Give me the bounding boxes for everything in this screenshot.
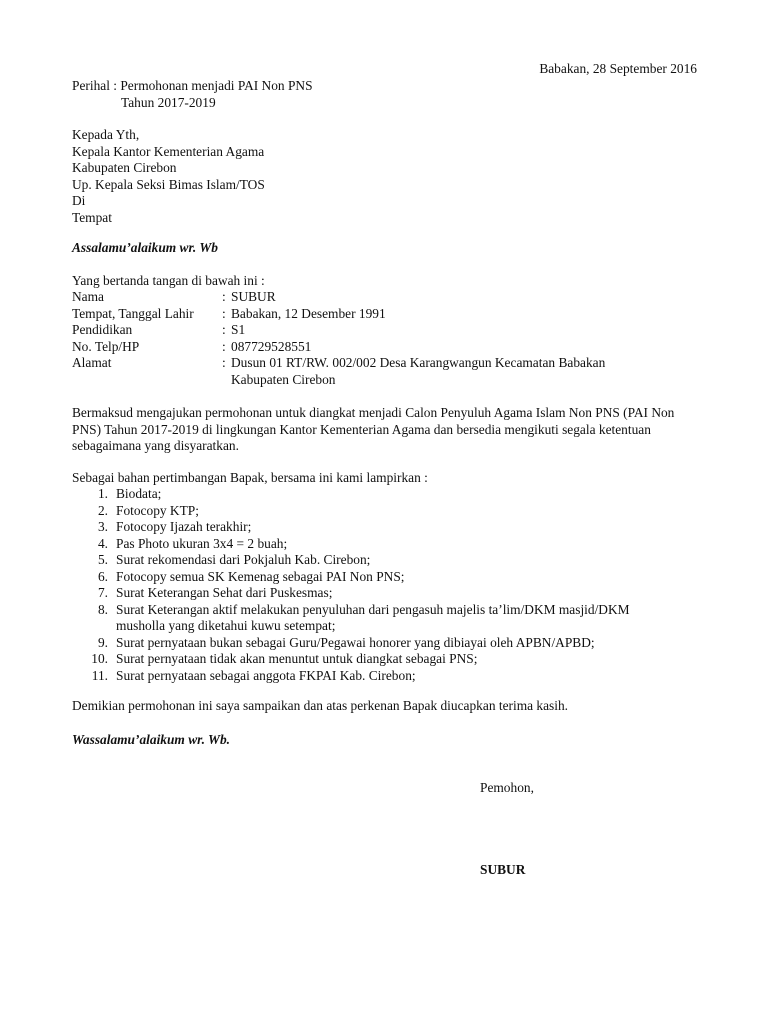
- list-number: 9.: [97, 634, 108, 650]
- list-text: Biodata;: [116, 486, 162, 501]
- recipient-block: [72, 127, 265, 226]
- identity-value: S1: [231, 322, 246, 337]
- list-text: Surat pernyataan bukan sebagai Guru/Pegawai honorer yang dibiayai oleh APBN/APBD;: [116, 634, 595, 650]
- list-number: 10.: [91, 651, 108, 666]
- closing-text: Demikian permohonan ini saya sampaikan dan atas perkenan Bapak diucapkan terima kasih.: [72, 698, 569, 713]
- identity-row: [72, 306, 605, 323]
- list-number: 4.: [97, 535, 108, 551]
- list-item: [72, 635, 630, 652]
- identity-separator: :: [222, 289, 226, 304]
- list-item: [72, 536, 630, 553]
- list-text: Surat Keterangan Sehat dari Puskesmas;: [116, 585, 333, 600]
- recipient-line: Kepada Yth,: [72, 127, 140, 142]
- applicant-label: Pemohon,: [480, 780, 534, 795]
- list-number: 2.: [97, 502, 108, 518]
- identity-value: Babakan, 12 Desember 1991: [231, 305, 386, 321]
- identity-label: No. Telp/HP: [72, 338, 140, 354]
- recipient-line: Kabupaten Cirebon: [72, 160, 177, 175]
- list-item: [72, 569, 630, 586]
- list-item: [72, 585, 630, 602]
- identity-row: [72, 355, 605, 388]
- identity-value: 087729528551: [231, 338, 312, 354]
- identity-label: Tempat, Tanggal Lahir: [72, 305, 194, 321]
- list-text: Surat Keterangan aktif melakukan penyuluhan dari pengasuh majelis ta’lim/DKM masjid/DKM musholla yang diketahui kuwu setempat;: [116, 601, 630, 633]
- list-number: 8.: [97, 601, 108, 617]
- list-item: [72, 668, 630, 685]
- list-item: [72, 486, 630, 503]
- list-text: Surat rekomendasi dari Pokjaluh Kab. Cirebon;: [116, 552, 371, 567]
- identity-value: [231, 355, 605, 388]
- list-text: Fotocopy KTP;: [116, 502, 199, 518]
- identity-row: [72, 289, 605, 306]
- letter-subject: [72, 78, 313, 111]
- identity-value: SUBUR: [231, 289, 276, 304]
- identity-separator: :: [222, 305, 226, 321]
- list-number: 7.: [97, 585, 108, 600]
- attachments-intro: Sebagai bahan pertimbangan Bapak, bersama ini kami lampirkan :: [72, 470, 428, 485]
- subject-line: Perihal : Permohonan menjadi PAI Non PNS: [72, 78, 313, 93]
- farewell: Wassalamu’alaikum wr. Wb.: [72, 732, 231, 747]
- identity-row: [72, 339, 605, 356]
- list-number: 11.: [91, 667, 108, 683]
- identity-label: Alamat: [72, 355, 112, 370]
- intro-text: Yang bertanda tangan di bawah ini :: [72, 273, 265, 288]
- list-text: Fotocopy Ijazah terakhir;: [116, 519, 252, 534]
- list-text: Surat pernyataan sebagai anggota FKPAI Kab. Cirebon;: [116, 667, 416, 683]
- list-item: [72, 651, 630, 668]
- address-line: Kabupaten Cirebon: [231, 371, 336, 387]
- identity-separator: :: [222, 338, 226, 354]
- list-number: 5.: [97, 552, 108, 567]
- subject-year: Tahun 2017-2019: [121, 94, 216, 110]
- list-text: Pas Photo ukuran 3x4 = 2 buah;: [116, 535, 288, 551]
- body-paragraph: Bermaksud mengajukan permohonan untuk diangkat menjadi Calon Penyuluh Agama Islam Non PNS (PAI Non PNS) Tahun 2017-2019 di lingkungan Kantor Kementerian Agama dan bersedia mengikuti segala ketentuan sebagaimana yang disyaratkan.: [72, 405, 675, 453]
- list-item: [72, 552, 630, 569]
- list-item: [72, 519, 630, 536]
- recipient-line: Kepala Kantor Kementerian Agama: [72, 143, 265, 159]
- identity-label: Nama: [72, 289, 104, 304]
- recipient-line: Up. Kepala Seksi Bimas Islam/TOS: [72, 176, 265, 192]
- letter-date: Babakan, 28 September 2016: [539, 61, 697, 76]
- attachments-list: [72, 486, 630, 684]
- list-text: Surat pernyataan tidak akan menuntut untuk diangkat sebagai PNS;: [116, 651, 478, 666]
- list-number: 1.: [97, 486, 108, 501]
- identity-row: [72, 322, 605, 339]
- greeting: Assalamu’alaikum wr. Wb: [72, 240, 218, 255]
- identity-table: [72, 289, 605, 388]
- identity-label: Pendidikan: [72, 322, 133, 337]
- list-item: [72, 503, 630, 520]
- recipient-line: Di: [72, 193, 86, 208]
- recipient-line: Tempat: [72, 209, 112, 225]
- signature-name: SUBUR: [480, 862, 526, 877]
- list-item: [72, 602, 630, 635]
- list-number: 6.: [97, 568, 108, 584]
- identity-separator: :: [222, 355, 226, 370]
- address-line: Dusun 01 RT/RW. 002/002 Desa Karangwangun Kecamatan Babakan: [231, 355, 606, 370]
- list-number: 3.: [97, 519, 108, 534]
- identity-separator: :: [222, 322, 226, 337]
- list-text: Fotocopy semua SK Kemenag sebagai PAI Non PNS;: [116, 568, 405, 584]
